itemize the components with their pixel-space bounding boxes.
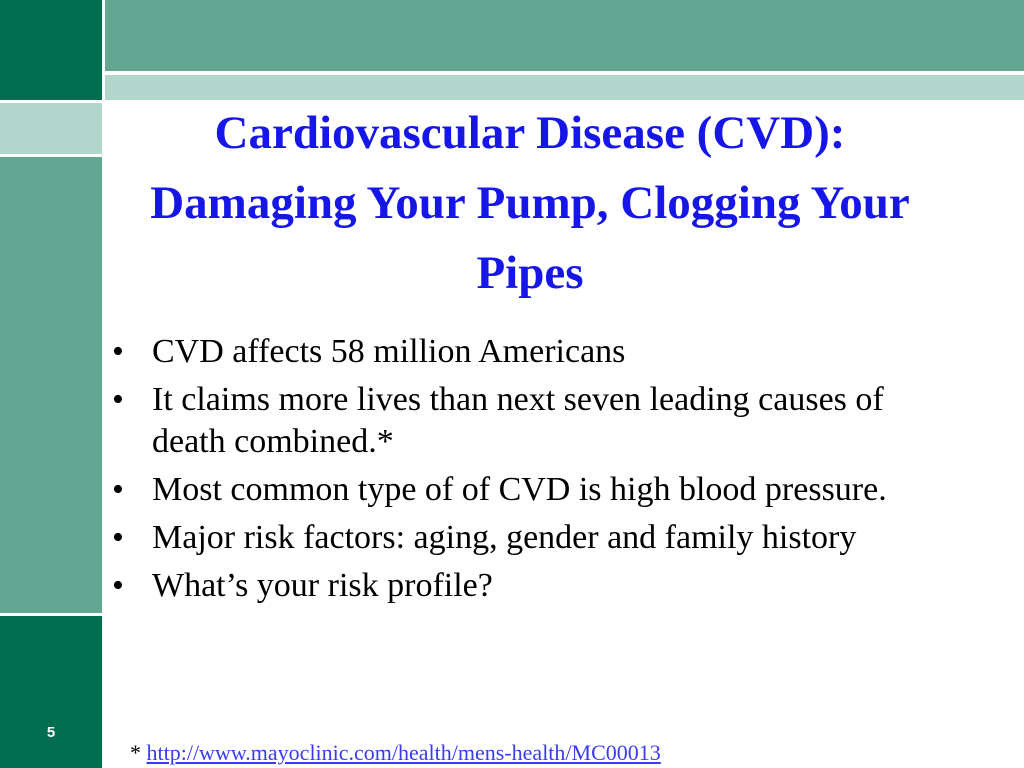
- footnote-marker: *: [130, 740, 147, 765]
- bullet-icon: •: [112, 519, 124, 556]
- left-bottom-block: [0, 616, 102, 768]
- source-link[interactable]: http://www.mayoclinic.com/health/mens-health/MC00013: [146, 740, 661, 765]
- bullet-item: [112, 517, 892, 559]
- footnote: [130, 740, 661, 766]
- bullet-item: [112, 565, 892, 607]
- bullet-item: [112, 469, 892, 511]
- corner-block-dark: [0, 0, 102, 100]
- bullet-text: What’s your risk profile?: [152, 567, 493, 604]
- bullet-icon: •: [112, 381, 124, 418]
- slide-title: Cardiovascular Disease (CVD): Damaging Your Pump, Clogging Your Pipes: [150, 107, 910, 299]
- bullet-list: [112, 331, 892, 613]
- bullet-item: [112, 379, 892, 463]
- top-light-strip: [105, 75, 1024, 100]
- bullet-icon: •: [112, 567, 124, 604]
- bullet-text: Major risk factors: aging, gender and family history: [152, 519, 857, 556]
- slide-number: 5: [46, 724, 56, 741]
- bullet-text: Most common type of of CVD is high blood pressure.: [152, 471, 887, 508]
- bullet-text: It claims more lives than next seven leading causes of death combined.*: [152, 381, 884, 460]
- bullet-text: CVD affects 58 million Americans: [152, 333, 626, 370]
- bullet-icon: •: [112, 471, 124, 508]
- left-light-block: [0, 103, 102, 154]
- left-side-band: [0, 157, 102, 613]
- bullet-icon: •: [112, 333, 124, 370]
- top-band: [105, 0, 1024, 71]
- bullet-item: [112, 331, 892, 373]
